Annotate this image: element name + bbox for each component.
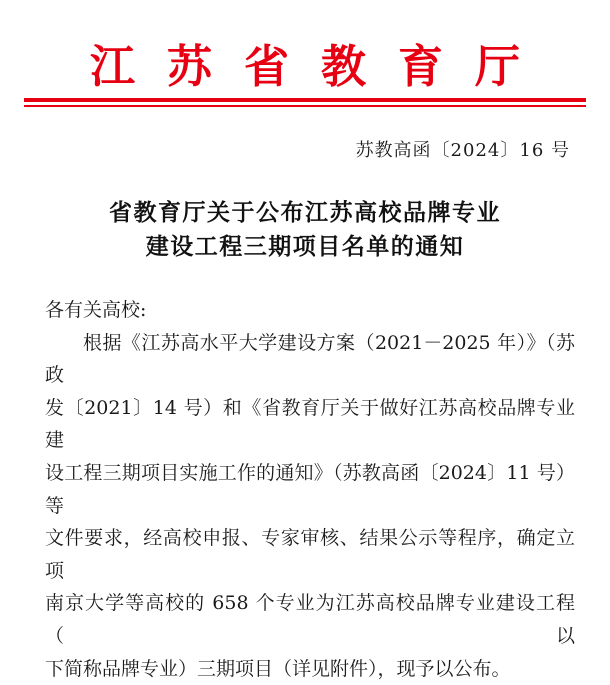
notice-title-line-1: 省教育厅关于公布江苏高校品牌专业: [109, 199, 501, 226]
body-paragraph-line: 根据《江苏高水平大学建设方案（2021－2025 年）》（苏政: [45, 331, 575, 387]
salutation: 各有关高校:: [45, 299, 147, 321]
document-reference-number: 苏教高函〔2024〕16 号: [355, 140, 570, 161]
letterhead-org-name: 江苏省教育厅: [89, 40, 552, 93]
notice-title-line-2: 建设工程三期项目名单的通知: [145, 233, 465, 260]
body-paragraph-line: 文件要求，经高校申报、专家审核、结果公示等程序，确定立项: [45, 527, 575, 582]
body-paragraph-line: 设工程三期项目实施工作的通知》（苏教高函〔2024〕11 号）等: [45, 461, 575, 517]
notice-title: [0, 196, 610, 264]
body-paragraph-line: 发〔2021〕14 号）和《省教育厅关于做好江苏高校品牌专业建: [45, 396, 575, 452]
notice-body: [45, 294, 575, 685]
body-paragraph-line: 南京大学等高校的 658 个专业为江苏高校品牌专业建设工程（以: [45, 592, 575, 647]
body-paragraph-line: 下简称品牌专业）三期项目（详见附件），现予以公布。: [45, 657, 511, 680]
letterhead-double-rule: [24, 98, 586, 107]
